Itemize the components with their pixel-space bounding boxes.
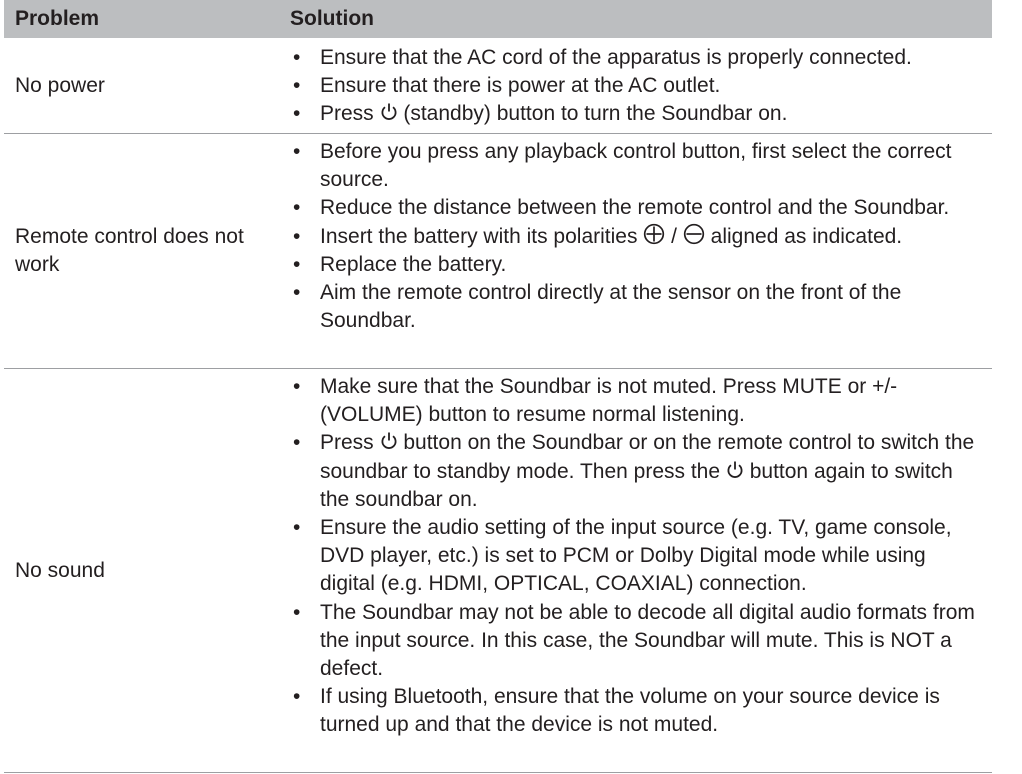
solution-item: • Press button on the Soundbar or on the remote control to switch the soundbar to standby mode. Then press the button again to switch the soundbar on.: [293, 431, 975, 511]
problem-cell: No power: [15, 73, 105, 97]
solution-item: • Make sure that the Soundbar is not muted. Press MUTE or +/- (VOLUME) button to resume normal listening.: [293, 375, 898, 427]
minus-circle-icon: [683, 223, 705, 245]
solution-list: [292, 44, 982, 129]
header-solution: Solution: [290, 7, 374, 30]
solution-item: • Ensure that the AC cord of the apparatus is properly connected.: [292, 44, 982, 72]
solution-item: • Aim the remote control directly at the sensor on the front of the Soundbar.: [293, 281, 902, 333]
table-row: [4, 38, 992, 134]
bullet: •: [293, 281, 301, 305]
bullet: •: [293, 102, 301, 126]
bullet: •: [293, 74, 301, 98]
bullet: •: [293, 600, 301, 624]
troubleshooting-table: [4, 0, 992, 773]
bullet: •: [293, 431, 301, 455]
header-problem: Problem: [15, 7, 100, 30]
bullet: •: [293, 46, 301, 69]
bullet: •: [293, 375, 301, 398]
table-row: [4, 134, 992, 369]
table-row: [4, 369, 992, 773]
power-icon: [380, 431, 398, 451]
solution-item: • Ensure that there is power at the AC outlet.: [292, 72, 982, 100]
solution-item: • Reduce the distance between the remote control and the Soundbar.: [292, 194, 982, 222]
solution-item: • Before you press any playback control button, first select the correct source.: [293, 140, 952, 192]
table-header: [4, 0, 992, 38]
plus-circle-icon: [643, 223, 665, 245]
bullet: •: [293, 685, 301, 709]
bullet: •: [293, 252, 301, 276]
solution-item: • Insert the battery with its polarities / aligned as indicated.: [292, 223, 982, 251]
solution-item: • The Soundbar may not be able to decode all digital audio formats from the input source. In this case, the Soundbar will mute. This is NOT a defect.: [293, 600, 975, 681]
problem-cell: Remote control does not work: [15, 225, 244, 276]
bullet: •: [293, 516, 301, 540]
power-icon: [726, 460, 744, 480]
bullet: •: [293, 224, 301, 248]
bullet: •: [293, 196, 301, 220]
solution-item: • Replace the battery.: [292, 251, 982, 279]
solution-item: • Press (standby) button to turn the Soundbar on.: [292, 100, 982, 128]
solution-list: [292, 373, 982, 740]
solution-list: [292, 138, 982, 335]
solution-item: • If using Bluetooth, ensure that the volume on your source device is turned up and that the device is not muted.: [293, 685, 940, 737]
solution-item: • Ensure the audio setting of the input source (e.g. TV, game console, DVD player, etc.) is set to PCM or Dolby Digital mode while using digital (e.g. HDMI, OPTICAL, COAXIAL) connection.: [293, 516, 952, 596]
problem-cell: No sound: [15, 558, 105, 582]
bullet: •: [293, 140, 301, 163]
power-icon: [380, 102, 398, 122]
